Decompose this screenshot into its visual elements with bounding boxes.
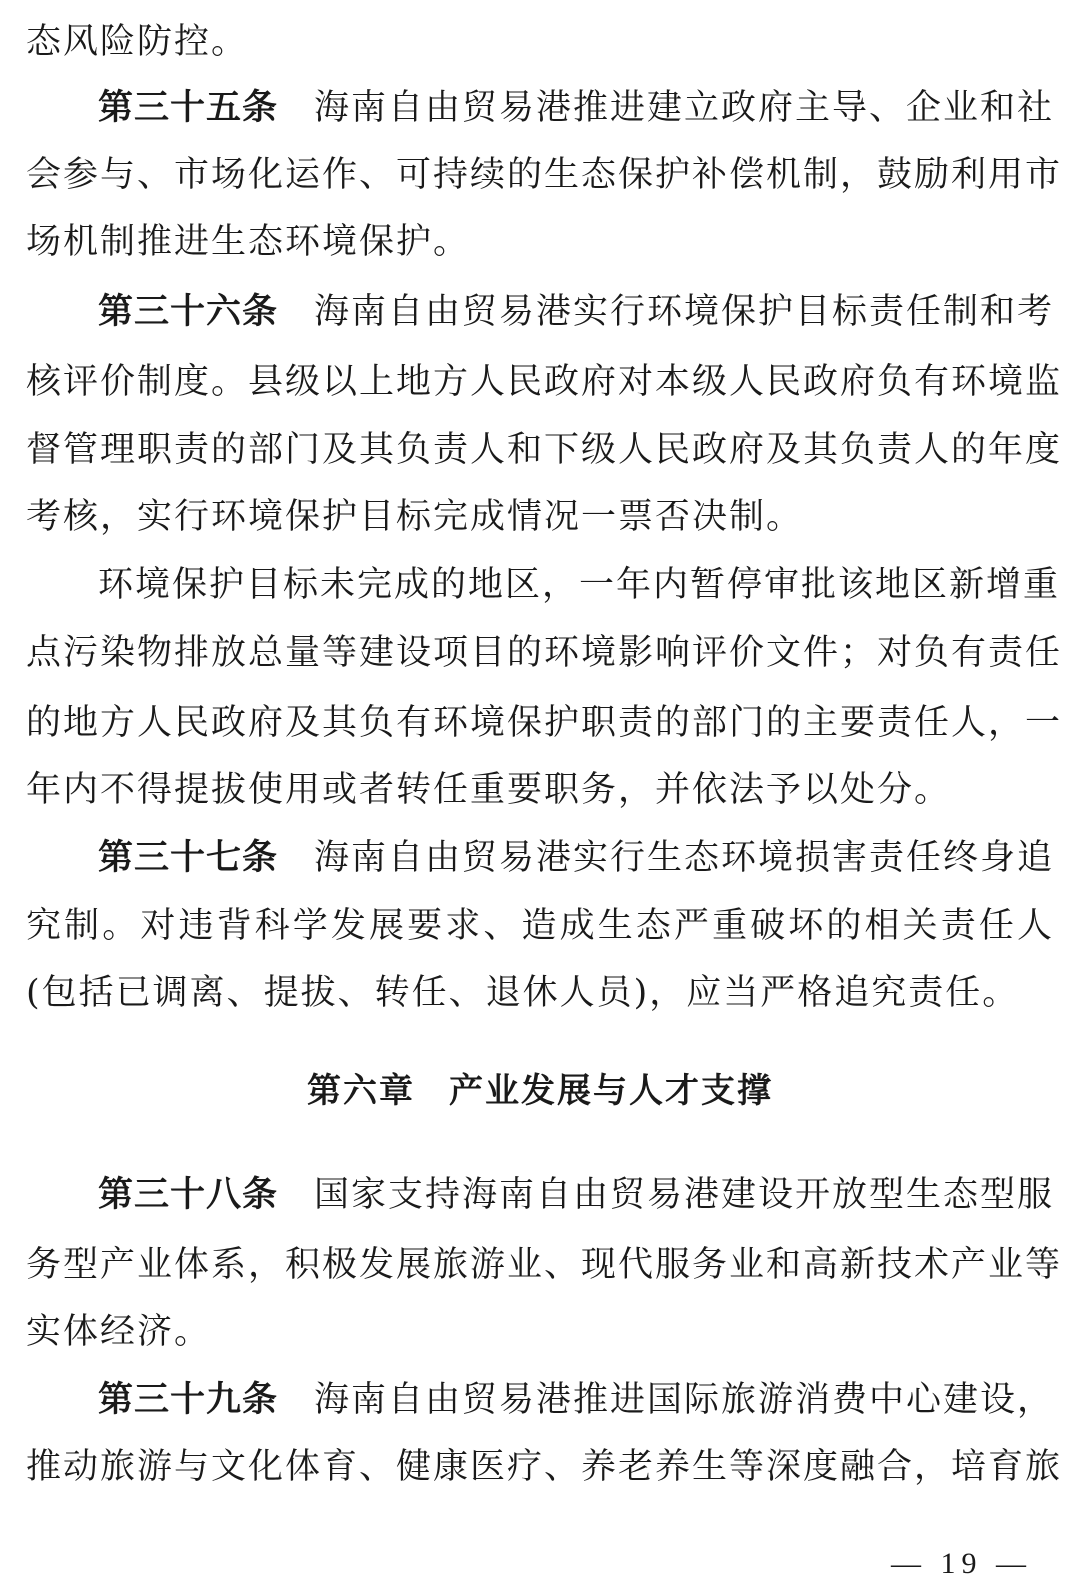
article-38-heading: 第三十八条 <box>98 1175 279 1215</box>
paragraph-line: 考核，实行环境保护目标完成情况一票否决制。 <box>26 497 804 537</box>
paragraph-line: 海南自由贸易港推进建立政府主导、企业和社 <box>314 88 1055 128</box>
paragraph-line: 实体经济。 <box>26 1312 212 1352</box>
paragraph-line: 务型产业体系，积极发展旅游业、现代服务业和高新技术产业等 <box>26 1245 1063 1285</box>
article-39-first-line <box>98 1370 1054 1430</box>
chapter-title: 产业发展与人才支撑 <box>449 1071 773 1111</box>
paragraph-line: 海南自由贸易港实行生态环境损害责任终身追 <box>314 838 1055 878</box>
paragraph-line: 究制。对违背科学发展要求、造成生态严重破坏的相关责任人 <box>26 906 1054 946</box>
page-number: — 19 — <box>891 1547 1032 1580</box>
article-38-first-line <box>98 1165 1054 1225</box>
paragraph-line: 海南自由贸易港实行环境保护目标责任制和考 <box>314 292 1055 332</box>
paragraph-line: 会参与、市场化运作、可持续的生态保护补偿机制，鼓励利用市 <box>26 155 1063 195</box>
article-39-heading: 第三十九条 <box>98 1380 279 1420</box>
paragraph-line: 环境保护目标未完成的地区，一年内暂停审批该地区新增重 <box>98 565 1061 605</box>
paragraph-line: 的地方人民政府及其负有环境保护职责的部门的主要责任人，一 <box>26 703 1063 743</box>
paragraph-line: 场机制推进生态环境保护。 <box>26 222 471 262</box>
article-36-heading: 第三十六条 <box>98 292 279 332</box>
paragraph-line: 点污染物排放总量等建设项目的环境影响评价文件；对负有责任 <box>26 633 1063 673</box>
paragraph-line: 督管理职责的部门及其负责人和下级人民政府及其负责人的年度 <box>26 430 1063 470</box>
article-35-heading: 第三十五条 <box>98 88 279 128</box>
article-37-first-line <box>98 828 1054 888</box>
article-35-first-line <box>98 78 1054 138</box>
paragraph-line: 核评价制度。县级以上地方人民政府对本级人民政府负有环境监 <box>26 362 1063 402</box>
paragraph-line: 态风险防控。 <box>26 22 249 62</box>
paragraph-line: (包括已调离、提拔、转任、退休人员)，应当严格追究责任。 <box>26 973 1020 1013</box>
paragraph-line: 年内不得提拔使用或者转任重要职务，并依法予以处分。 <box>26 770 952 810</box>
paragraph-line: 推动旅游与文化体育、健康医疗、养老养生等深度融合，培育旅 <box>26 1447 1063 1487</box>
chapter-number: 第六章 <box>307 1071 415 1111</box>
article-37-heading: 第三十七条 <box>98 838 279 878</box>
article-36-first-line <box>98 282 1054 342</box>
chapter-heading <box>26 1061 1054 1121</box>
paragraph-line: 国家支持海南自由贸易港建设开放型生态型服 <box>314 1175 1055 1215</box>
paragraph-line: 海南自由贸易港推进国际旅游消费中心建设， <box>314 1380 1055 1420</box>
